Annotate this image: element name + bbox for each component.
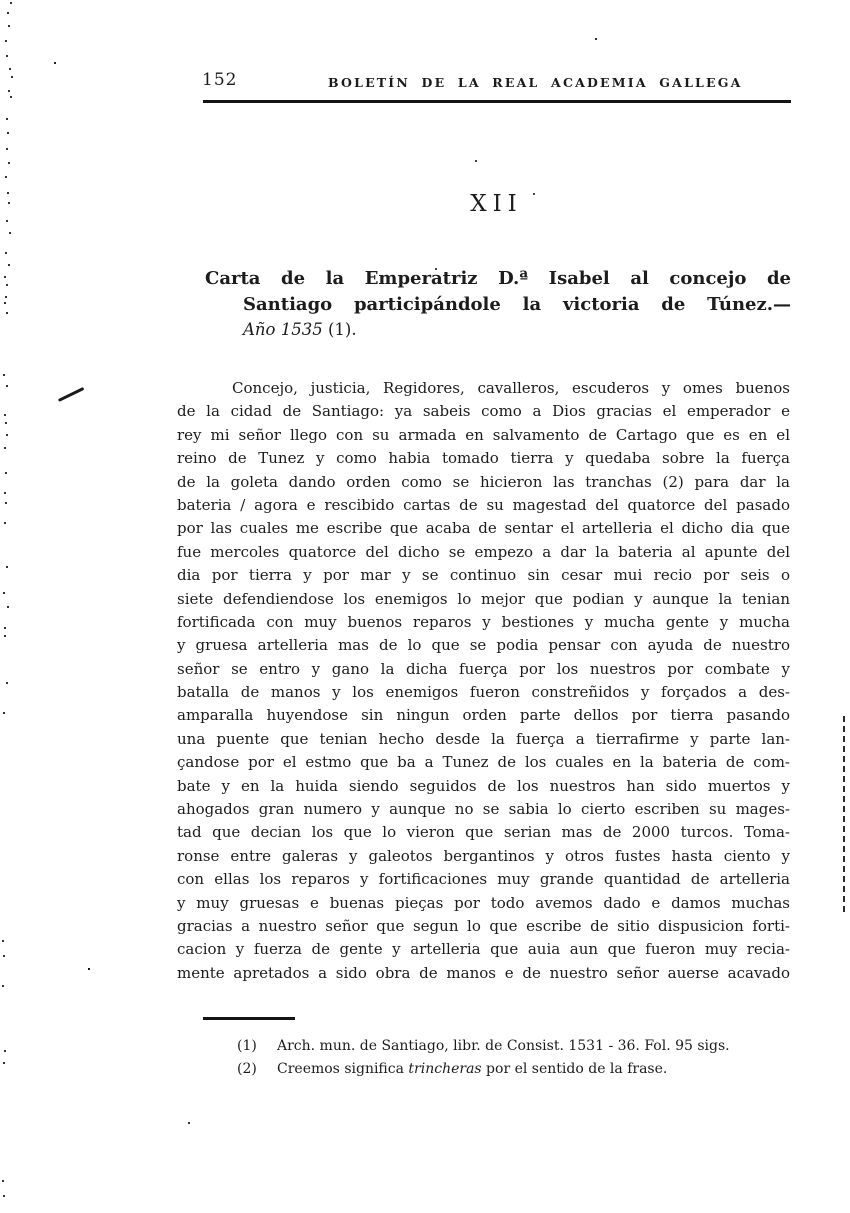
article-title-line: Santiago participándole la victoria de Túnez.—: [243, 293, 791, 315]
body-line: mente apretados a sido obra de manos e de nuestro señor auerse acavado: [177, 963, 790, 982]
body-line: bateria / agora e rescibido cartas de su magestad del quatorce del pasado: [177, 495, 790, 514]
body-line: dia por tierra y por mar y se continuo sin cesar mui recio por seis o: [177, 566, 790, 585]
scan-noise-specks: [0, 0, 2, 2]
body-line: batalla de manos y los enemigos fueron constreñidos y forçados a des-: [177, 683, 790, 702]
article-title-year: [205, 317, 791, 343]
footnote-2: [237, 1058, 737, 1081]
article-title-line: Carta de la Emperatriz D.ª Isabel al concejo de: [205, 268, 791, 289]
page-edge-artifact: [843, 716, 845, 912]
body-line: ahogados gran numero y aunque no se sabia lo cierto escriben su mages-: [177, 800, 790, 819]
footnote-italic-term: trincheras: [408, 1061, 482, 1077]
body-line: cacion y fuerza de gente y artelleria que auia aun que fueron muy recia-: [177, 940, 790, 959]
body-line: rey mi señor llego con su armada en salvamento de Cartago que es en el: [177, 425, 790, 444]
article-title: [205, 266, 791, 343]
journal-running-title: BOLETÍN DE LA REAL ACADEMIA GALLEGA: [328, 75, 743, 90]
body-line: y muy gruesas e buenas pieças por todo avemos dado e damos muchas: [177, 893, 790, 912]
article-title-year-italic: Año 1535: [243, 320, 323, 339]
header-rule: [203, 100, 791, 103]
body-line: siete defendiendose los enemigos lo mejor que podian y aunque la tenian: [177, 589, 790, 608]
body-line: fortificada con muy buenos reparos y bestiones y mucha gente y mucha: [177, 612, 790, 631]
footnote-separator-rule: [203, 1017, 295, 1020]
body-line: señor se entro y gano la dicha fuerça por los nuestros por combate y: [177, 659, 790, 678]
body-line: tad que decian los que lo vieron que serian mas de 2000 turcos. Toma-: [177, 823, 790, 842]
footnote-text: Creemos significa: [277, 1061, 409, 1077]
body-line: y gruesa artelleria mas de lo que se podia pensar con ayuda de nuestro: [177, 636, 790, 655]
body-line: bate y en la huida siendo seguidos de los nuestros han sido muertos y: [177, 776, 790, 795]
article-title-footnote-ref: (1).: [322, 320, 357, 339]
body-line: de la cidad de Santiago: ya sabeis como a Dios gracias el emperador e: [177, 402, 790, 421]
body-paragraph: [177, 377, 790, 985]
page-number: 152: [202, 70, 238, 90]
pen-stroke-mark: [58, 387, 84, 402]
footnote-text: Arch. mun. de Santiago, libr. de Consist. 1531 - 36. Fol. 95 sigs.: [277, 1038, 730, 1054]
body-line: gracias a nuestro señor que segun lo que escribe de sitio dispusicion forti-: [177, 916, 790, 935]
body-line: con ellas los reparos y fortificaciones muy grande quantidad de artelleria: [177, 870, 790, 889]
body-line: ronse entre galeras y galeotos bergantinos y otros fustes hasta ciento y: [177, 846, 790, 865]
body-line: de la goleta dando orden como se hicieron las tranchas (2) para dar la: [177, 472, 790, 491]
body-line: amparalla huyendose sin ningun orden parte dellos por tierra pasando: [177, 706, 790, 725]
footnote-marker: (1): [237, 1038, 257, 1054]
body-line: reino de Tunez y como habia tomado tierra y quedaba sobre la fuerça: [177, 449, 790, 468]
body-line: Concejo, justicia, Regidores, cavalleros, escuderos y omes buenos: [232, 379, 790, 397]
footnotes-block: [237, 1035, 737, 1081]
body-line: çandose por el estmo que ba a Tunez de los cuales en la bateria de com-: [177, 753, 790, 772]
footnote-text: por el sentido de la frase.: [481, 1061, 668, 1077]
body-line: una puente que tenian hecho desde la fuerça a tierrafirme y parte lan-: [177, 729, 790, 748]
footnote-1: [237, 1035, 737, 1058]
section-number-heading: XII: [470, 191, 523, 217]
footnote-marker: (2): [237, 1061, 257, 1077]
body-line: por las cuales me escribe que acaba de sentar el artelleria el dicho dia que: [177, 519, 790, 538]
body-line: fue mercoles quatorce del dicho se empezo a dar la bateria al apunte del: [177, 542, 790, 561]
